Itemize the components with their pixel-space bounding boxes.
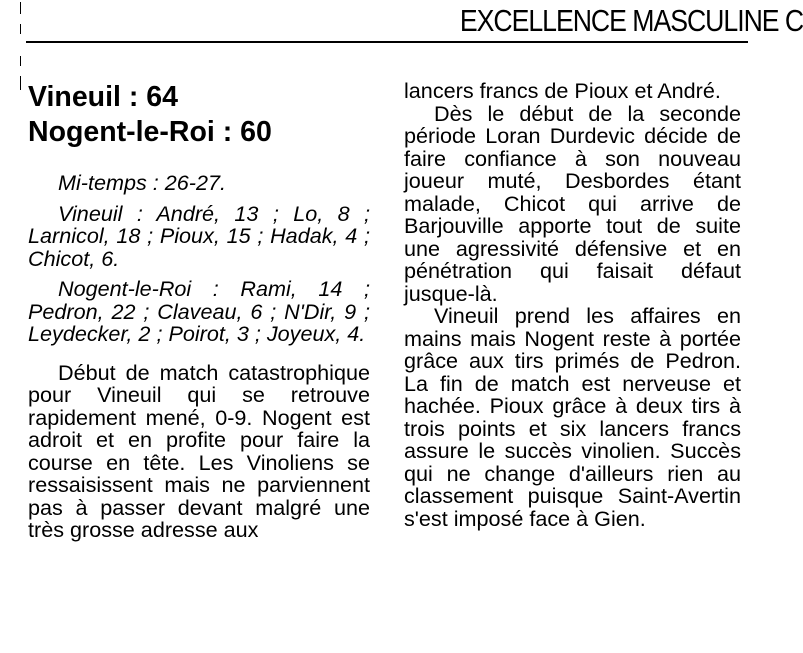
paragraph-2: Dès le début de la seconde période Loran Durdevic décide de faire confiance à son nouveau joueur muté, Desbordes étant malade, Chicot qui arrive de Barjouville apporte tout de suite une agressivité défensive et en pénétration qui faisait défaut jusque-là. <box>404 100 741 306</box>
article-left-column <box>28 80 370 542</box>
home-players: Vineuil : André, 13 ; Lo, 8 ; Larnicol, 18 ; Pioux, 15 ; Hadak, 4 ; Chicot, 6. <box>28 200 370 271</box>
score-home: Vineuil : 64 <box>28 81 178 113</box>
margin-tick-4 <box>20 76 21 90</box>
header-rule <box>26 41 748 43</box>
paragraph-1-continued: lancers francs de Pioux et André. <box>404 78 721 103</box>
away-players: Nogent-le-Roi : Rami, 14 ; Pedron, 22 ; Claveau, 6 ; N'Dir, 9 ; Leydecker, 2 ; Poirot, 3 ; Joyeux, 4. <box>28 276 370 346</box>
article-right-column <box>404 80 741 530</box>
margin-tick-3 <box>20 56 21 66</box>
section-header: EXCELLENCE MASCULINE C <box>459 3 803 38</box>
paragraph-1: Début de match catastrophique pour Vineuil qui se retrouve rapidement mené, 0-9. Nogent est adroit et en profite pour faire la course en tête. Les Vinoliens se ressaisissent mais ne parviennent pas à passer devant malgré une très grosse adresse aux <box>28 359 370 542</box>
score-away: Nogent-le-Roi : 60 <box>28 116 272 148</box>
halftime-score: Mi-temps : 26-27. <box>58 170 227 195</box>
paragraph-3: Vineuil prend les affaires en mains mais Nogent reste à portée grâce aux tirs primés de Pedron. La fin de match est nerveuse et hachée. Pioux grâce à deux tirs à trois points et six lancers francs assure le succès vinolien. Succès qui ne change d'ailleurs rien au classement puisque Saint-Avertin s'est imposé face à Gien. <box>404 303 741 531</box>
score-spacer <box>28 150 370 172</box>
margin-tick-1 <box>20 2 21 14</box>
margin-tick-2 <box>20 24 21 34</box>
